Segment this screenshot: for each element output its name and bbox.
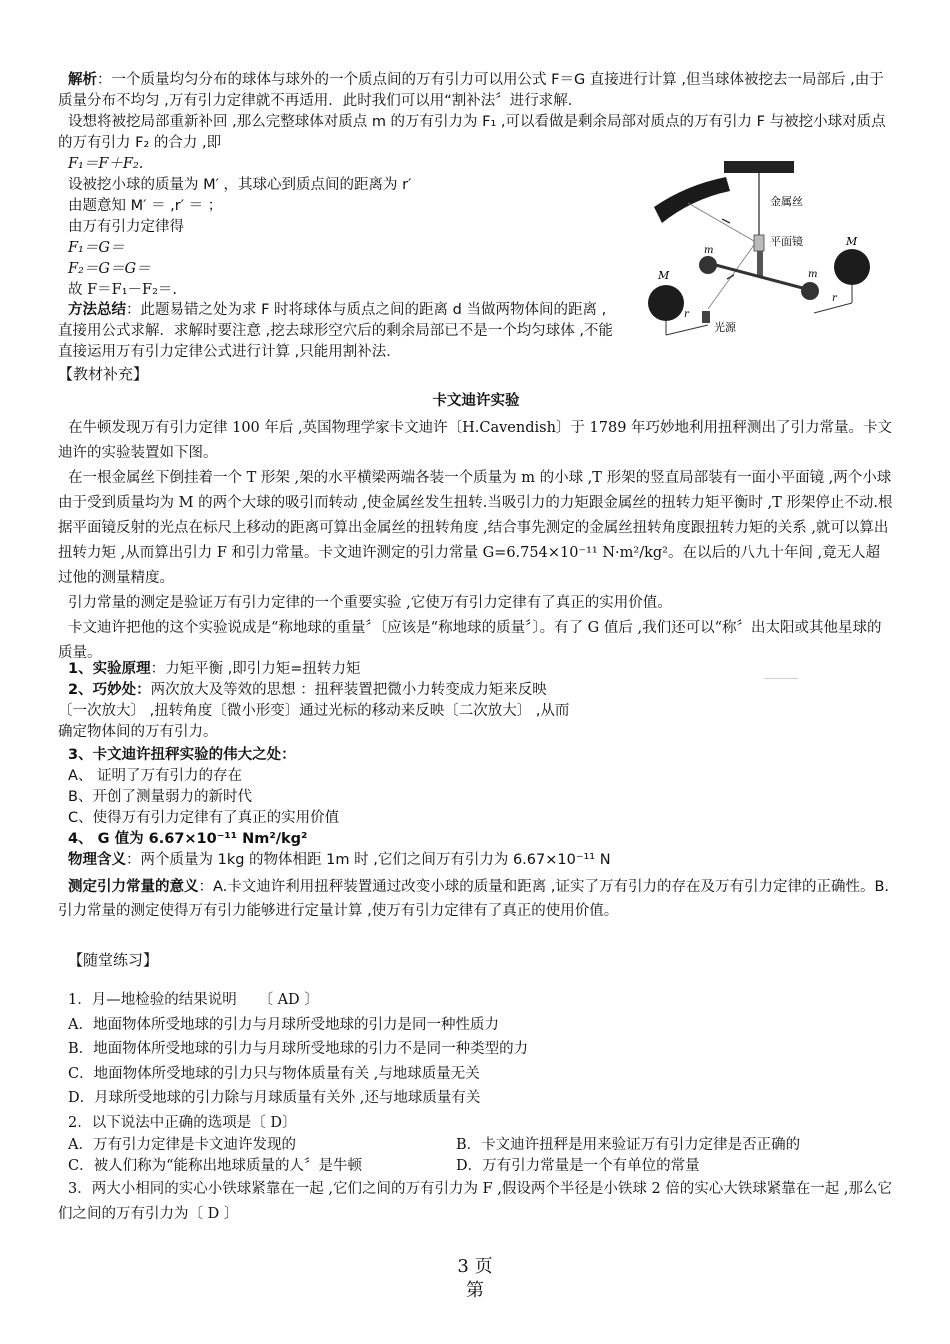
t-frame-stem <box>757 251 763 277</box>
line-removed-mass: 设被挖小球的质量为 M′ ，其球心到质点间的距离为 r′ <box>68 177 412 193</box>
large-ball-right <box>834 249 870 285</box>
scale-ruler <box>654 177 730 223</box>
stand-left-base <box>666 325 708 335</box>
supplement-paragraph-2: 在一根金属丝下倒挂着一个 T 形架 ,架的水平横梁两端各装一个质量为 m 的小球 ,T 形架的竖直局部装有一面小平面镜 ,两个小球由于受到质量均为 M 的两个大球的吸引而转动 ,使金属丝发生扭转.当吸引力的力矩跟金属丝的扭转力矩平衡时 ,T 形架停止不动.根据平面镜反射的光点在标尺上移动的距离可算出金属丝的扭转角度 ,结合事先测定的金属丝扭转角度跟扭转力矩的关系 ,就可以算出扭转力矩 ,从而算出引力 F 和引力常量。卡文迪许测定的引力常量 G=6.754×10⁻¹¹ N·m²/kg²。在以后的八九十年间 ,竟无人超过他的测量精度。 <box>58 470 893 586</box>
practice-questions <box>58 988 894 1226</box>
light-source-icon <box>702 311 710 323</box>
label-light-source: 光源 <box>714 321 736 334</box>
question-2-option-b: B．卡文迪许扭秤是用来验证万有引力定律是否正确的 <box>456 1137 801 1153</box>
label-small-m-right: m <box>808 269 818 280</box>
point-2-continued: 〔一次放大〕 ,扭转角度〔微小形变〕通过光标的移动来反映〔二次放大〕 ,从而 <box>58 703 570 719</box>
question-2-row-cd <box>58 1156 894 1177</box>
point-3-b: B、开创了测量弱力的新时代 <box>68 789 252 805</box>
significance <box>58 875 894 923</box>
stand-right-base <box>814 303 852 313</box>
point-2 <box>58 680 894 701</box>
question-2-option-d: D．万有引力常量是一个有单位的常量 <box>456 1158 700 1174</box>
question-2-row-ab <box>58 1135 894 1156</box>
point-1 <box>58 659 894 680</box>
analysis-text-1: ：一个质量均匀分布的球体与球外的一个质点间的万有引力可以用公式 F＝G 直接进行计算 ,但当球体被挖去一局部后 ,由于质量分布不均匀 ,万有引力定律就不再适用．此时我们可以用“割补法〞进行求解． <box>58 72 884 109</box>
point-3-c: C、使得万有引力定律有了真正的实用价值 <box>68 810 340 826</box>
equation-f2-g: F₂＝G＝G＝ <box>68 261 151 277</box>
line-known-values: 由题意知 M′ ＝ ,r′ ＝ ； <box>68 198 223 214</box>
analysis-paragraph-1 <box>58 70 894 112</box>
key-points <box>58 659 894 923</box>
label-wire: 金属丝 <box>770 195 803 208</box>
torsion-balance-diagram <box>626 157 888 353</box>
supplement-header: 【教材补充】 <box>58 365 149 383</box>
question-1-option-c: C．地面物体所受地球的引力只与物体质量有关 ,与地球质量无关 <box>68 1065 480 1082</box>
supplement-section <box>58 364 894 666</box>
question-1: 1．月—地检验的结果说明 〔 AD 〕 <box>68 992 319 1008</box>
question-2-option-c: C．被人们称为“能称出地球质量的人〞是牛顿 <box>68 1158 363 1174</box>
point-2-text: 两次放大及等效的思想 ：扭秤装置把微小力转变成力矩来反映 <box>150 682 547 698</box>
plane-mirror <box>754 235 764 251</box>
label-r-left: r <box>684 309 689 320</box>
label-mirror: 平面镜 <box>770 235 803 248</box>
physical-meaning-text: ：两个质量为 1kg 的物体相距 1m 时 ,它们之间万有引力为 6.67×10⁻¹¹ N <box>126 852 611 868</box>
point-3-label: 3、卡文迪许扭秤实验的伟大之处： <box>68 747 296 763</box>
analysis-paragraph-2: 设想将被挖局部重新补回 ,那么完整球体对质点 m 的万有引力为 F₁ ,可以看做是剩余局部对质点的万有引力 F 与被挖小球对质点的万有引力 F₂ 的合力 ,即 <box>58 114 886 151</box>
small-ball-right <box>801 282 819 300</box>
supplement-paragraph-3: 引力常量的测定是验证万有引力定律的一个重要实验 ,它使万有引力定律有了真正的实用价值。 <box>68 595 672 611</box>
label-small-m-left: m <box>704 245 714 256</box>
significance-label: 测定引力常量的意义 <box>68 879 199 895</box>
point-3-a: A、 证明了万有引力的存在 <box>68 768 243 784</box>
point-2-label: 2、巧妙处： <box>68 682 151 698</box>
small-ball-left <box>699 256 717 274</box>
ray-mark-2 <box>727 275 734 279</box>
supplement-paragraph-4: 卡文迪许把他的这个实验说成是“称地球的重量〞〔应该是“称地球的质量〞〕。有了 G 值后 ,我们还可以“称〞出太阳或其他星球的质量。 <box>58 620 882 661</box>
label-big-m-left: M <box>658 269 670 282</box>
faint-rule <box>764 678 798 679</box>
torsion-balance-figure <box>626 157 888 353</box>
supplement-title: 卡文迪许实验 <box>432 393 520 409</box>
equation-f1: F₁＝F＋F₂. <box>68 156 144 172</box>
practice-header: 【随堂练习】 <box>68 951 159 969</box>
question-2: 2．以下说法中正确的选项是〔 D〕 <box>68 1114 297 1131</box>
page-prefix: 第 <box>466 1280 484 1301</box>
physical-meaning <box>58 850 894 871</box>
method-summary <box>58 300 620 363</box>
analysis-section <box>58 70 894 154</box>
equation-f-result: 故 F＝F₁－F₂＝. <box>68 282 178 298</box>
practice-section <box>58 950 894 971</box>
question-1-option-a: A．地面物体所受地球的引力与月球所受地球的引力是同一种性质力 <box>68 1016 499 1033</box>
point-4: 4、 G 值为 6.67×10⁻¹¹ Nm²/kg² <box>68 831 308 847</box>
support-bar <box>724 161 794 173</box>
question-1-option-d: D．月球所受地球的引力除与月球质量有关外 ,还与地球质量有关 <box>68 1090 481 1106</box>
analysis-label: 解析 <box>68 72 97 88</box>
label-big-m-right: M <box>846 235 858 248</box>
large-ball-left <box>648 285 684 321</box>
analysis-equations <box>68 154 618 301</box>
question-2-option-a: A．万有引力定律是卡文迪许发现的 <box>68 1137 296 1153</box>
reflected-ray <box>688 203 754 241</box>
line-gravity-law: 由万有引力定律得 <box>68 219 184 235</box>
point-2-end: 确定物体间的万有引力。 <box>58 724 218 740</box>
significance-text: ：A.卡文迪许利用扭秤装置通过改变小球的质量和距离 ,证实了万有引力的存在及万有引力定律的正确性。B.引力常量的测定使得万有引力能够进行定量计算 ,使万有引力定律有了真正的使用价值。 <box>58 879 890 919</box>
question-1-option-b: B．地面物体所受地球的引力与月球所受地球的引力不是同一种类型的力 <box>68 1041 529 1057</box>
supplement-paragraph-1: 在牛顿发现万有引力定律 100 年后 ,英国物理学家卡文迪许〔H.Cavendish〕于 1789 年巧妙地利用扭秤测出了引力常量。卡文迪许的实验装置如下图。 <box>58 420 893 461</box>
method-summary-text: ：此题易错之处为求 F 时将球体与质点之间的距离 d 当做两物体间的距离 ,直接用公式求解．求解时要注意 ,挖去球形空穴后的剩余局部已不是一个均匀球体 ,不能直接运用万有引力定律公式进行计算 ,只能用割补法． <box>58 302 613 360</box>
point-1-label: 1、实验原理 <box>68 661 151 677</box>
method-summary-label: 方法总结 <box>68 302 126 318</box>
point-1-text: ：力矩平衡 ,即引力矩=扭转力矩 <box>150 661 361 677</box>
question-3: 3．两大小相同的实心小铁球紧靠在一起 ,它们之间的万有引力为 F ,假设两个半径是小铁球 2 倍的实心大铁球紧靠在一起 ,那么它们之间的万有引力为〔 D 〕 <box>58 1181 892 1222</box>
ray-mark-1 <box>722 219 730 223</box>
label-r-right: r <box>832 293 837 304</box>
page-number: 3 页 <box>457 1256 493 1277</box>
equation-f1-g: F₁＝G＝ <box>68 240 125 256</box>
method-summary-paragraph <box>58 300 620 363</box>
physical-meaning-label: 物理含义 <box>68 852 126 868</box>
